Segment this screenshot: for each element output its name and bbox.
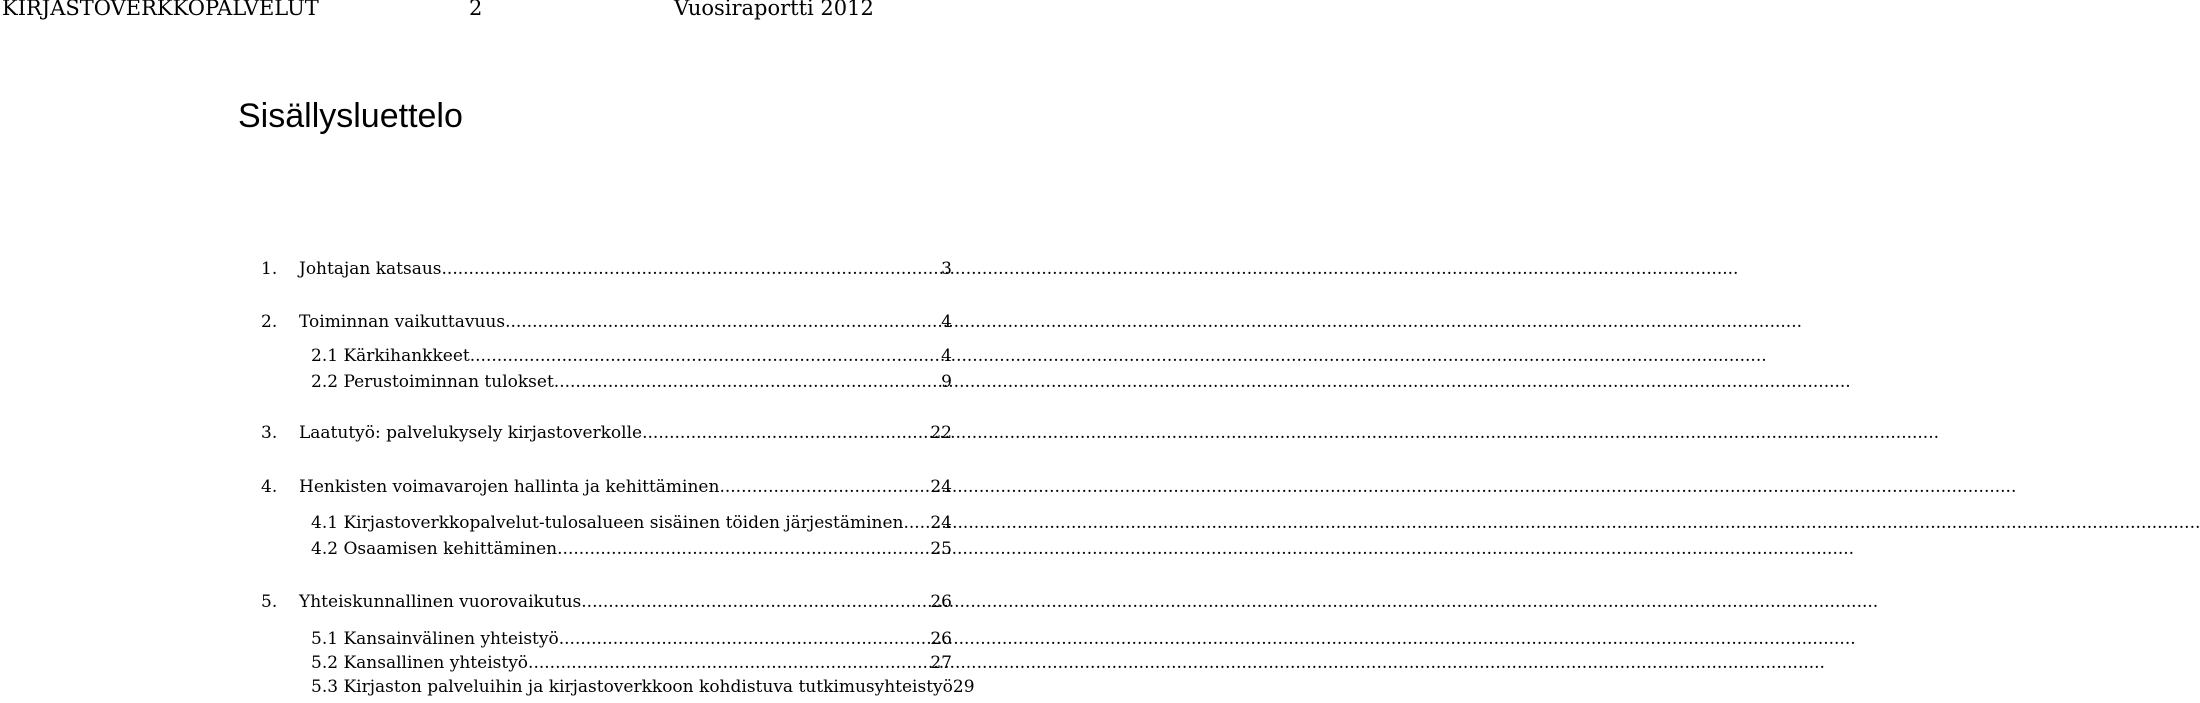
toc-entry[interactable] [261,589,952,615]
toc-subentry[interactable] [311,674,975,700]
toc-entry-label: Laatutyö: palvelukysely kirjastoverkolle [299,423,643,443]
toc-leader-dots [442,256,942,282]
toc-entry-label: Johtajan katsaus [299,259,442,279]
toc-entry-page: 22 [930,423,952,443]
header-report-title: Vuosiraportti 2012 [674,0,874,20]
header-org-name: KIRJASTOVERKKOPALVELUT [2,0,319,20]
page-title: Sisällysluettelo [238,97,463,135]
toc-entry-label: Toiminnan vaikuttavuus [299,312,506,332]
toc-subentry[interactable] [311,626,952,652]
toc-leader-dots [903,510,930,536]
toc-subentry[interactable] [311,536,952,562]
toc-subentry-page: 24 [930,513,952,533]
toc-subentry[interactable] [311,343,952,369]
toc-leader-dots [581,589,930,615]
toc-entry-number: 3. [261,423,278,443]
toc-leader-dots [470,343,941,369]
toc-entry-label: Henkisten voimavarojen hallinta ja kehittäminen [299,477,720,497]
toc-subentry-label: 4.1 Kirjastoverkkopalvelut-tulosalueen sisäinen töiden järjestäminen [311,513,904,533]
toc-entry-number: 5. [261,592,278,612]
toc-subentry-label: 5.3 Kirjaston palveluihin ja kirjastoverkkoon kohdistuva tutkimusyhteistyö [311,677,953,697]
toc-entry-page: 4 [941,312,952,332]
toc-entry-page: 24 [930,477,952,497]
toc-subentry[interactable] [311,369,952,395]
toc-subentry-page: 4 [941,346,952,366]
toc-subentry[interactable] [311,510,952,536]
toc-leader-dots [505,309,941,335]
toc-entry[interactable] [261,256,952,282]
toc-subentry-page: 9 [941,372,952,392]
toc-entry-number: 4. [261,477,278,497]
toc-entry[interactable] [261,309,952,335]
header-page-number: 2 [469,0,483,20]
toc-leader-dots [528,650,930,676]
toc-leader-dots [557,536,930,562]
toc-entry-label: Yhteiskunnallinen vuorovaikutus [299,592,582,612]
toc-subentry-label: 2.2 Perustoiminnan tulokset [311,372,554,392]
toc-leader-dots [554,369,941,395]
toc-subentry-label: 5.2 Kansallinen yhteistyö [311,653,529,673]
toc-leader-dots [559,626,931,652]
toc-subentry-label: 2.1 Kärkihankkeet [311,346,470,366]
toc-leader-dots [719,474,930,500]
toc-entry-number: 2. [261,312,278,332]
table-of-contents [0,0,975,703]
toc-subentry-page: 29 [952,677,975,697]
toc-entry-page: 3 [941,259,952,279]
toc-entry-page: 26 [930,592,952,612]
toc-leader-dots [642,420,930,446]
toc-subentry[interactable] [311,650,952,676]
toc-entry[interactable] [261,474,952,500]
toc-subentry-page: 25 [930,539,952,559]
toc-subentry-page: 26 [930,629,952,649]
toc-entry[interactable] [261,420,952,446]
toc-entry-number: 1. [261,259,278,279]
toc-subentry-page: 27 [930,653,952,673]
toc-subentry-label: 4.2 Osaamisen kehittäminen [311,539,558,559]
toc-subentry-label: 5.1 Kansainvälinen yhteistyö [311,629,559,649]
